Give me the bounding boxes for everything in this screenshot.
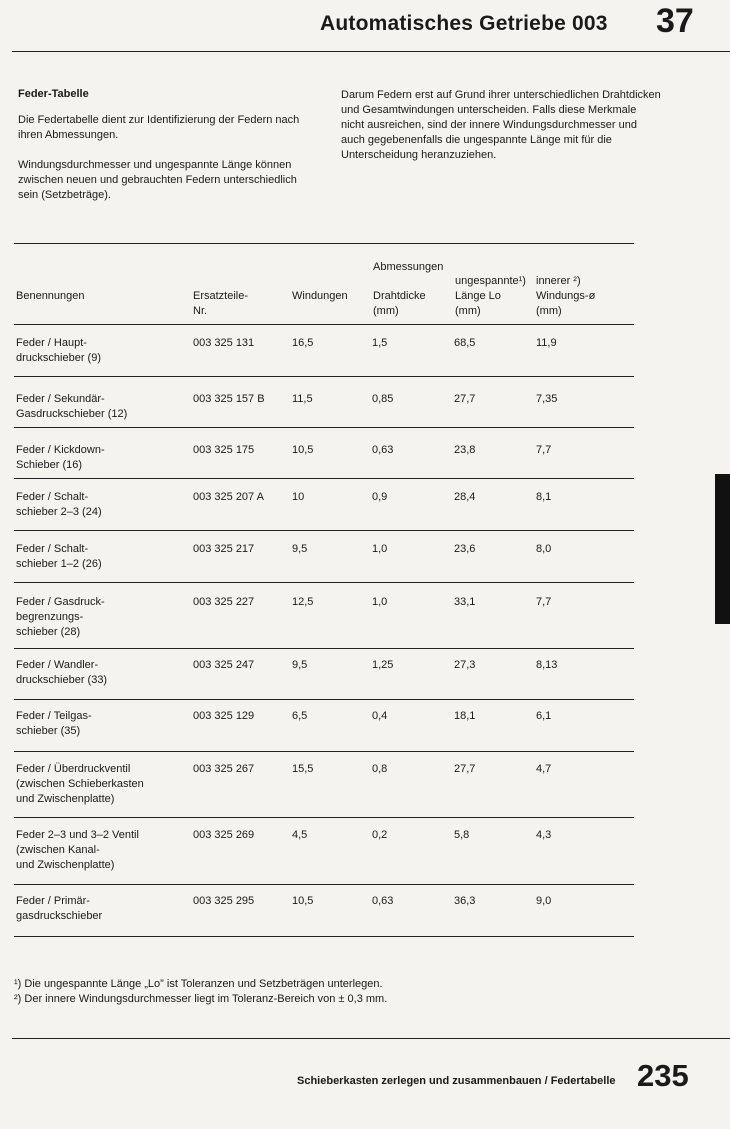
col-header-length-line: Länge Lo [455, 290, 501, 302]
spring-name-line: (zwischen Kanal- [16, 844, 100, 856]
row-rule [14, 817, 634, 818]
free-length-cell: 5,8 [454, 829, 470, 841]
wire-thickness-cell: 0,2 [372, 829, 388, 841]
inner-diameter-cell: 7,35 [536, 393, 558, 405]
inner-diameter-cell: 7,7 [536, 444, 552, 456]
row-rule [14, 936, 634, 937]
spring-name-line: gasdruckschieber [16, 910, 103, 922]
col-header-wire [373, 289, 426, 319]
spring-name-line: Gasdruckschieber (12) [16, 408, 128, 420]
windings-cell: 11,5 [292, 393, 313, 405]
free-length-cell: 36,3 [454, 895, 476, 907]
spring-name-line: schieber 1–2 (26) [16, 558, 102, 570]
windings-cell: 6,5 [292, 710, 308, 722]
spring-name-cell [16, 658, 176, 688]
spring-name-cell [16, 894, 176, 924]
row-rule [14, 530, 634, 531]
col-header-part-line: Ersatzteile- [193, 290, 249, 302]
col-header-wire-line: Drahtdicke [373, 290, 426, 302]
spring-name-cell [16, 709, 176, 739]
row-rule [14, 427, 634, 428]
free-length-cell: 27,3 [454, 659, 476, 671]
spring-name-cell [16, 443, 176, 473]
col-header-length [455, 274, 526, 319]
wire-thickness-cell: 1,25 [372, 659, 394, 671]
table-top-rule [14, 243, 634, 244]
intro-paragraph: Darum Federn erst auf Grund ihrer unterschiedlichen Drahtdicken und Gesamtwindungen unterscheiden. Falls diese Merkmale nicht ausreichen, sind der innere Windungsdurchmesser und auch gegebenenfalls die ungespannte Länge mit für die Unterscheidung heranzuziehen. [341, 89, 661, 161]
thumb-index-tab [715, 474, 730, 624]
col-header-inner-line: (mm) [536, 305, 562, 317]
part-number-cell: 003 325 295 [193, 895, 255, 907]
part-number-cell: 003 325 207 A [193, 491, 264, 503]
spring-name-cell [16, 542, 176, 572]
col-header-inner-line: innerer ²) [536, 275, 581, 287]
col-header-part [193, 289, 248, 319]
footer-caption: Schieberkasten zerlegen und zusammenbauen / Federtabelle [297, 1075, 616, 1087]
header-rule [12, 51, 730, 52]
row-rule [14, 884, 634, 885]
inner-diameter-cell: 7,7 [536, 596, 552, 608]
inner-diameter-cell: 11,9 [536, 337, 557, 349]
spring-name-line: begrenzungs- [16, 611, 84, 623]
inner-diameter-cell: 4,7 [536, 763, 552, 775]
spring-name-line: druckschieber (33) [16, 674, 108, 686]
row-rule [14, 648, 634, 649]
windings-cell: 9,5 [292, 659, 308, 671]
inner-diameter-cell: 4,3 [536, 829, 552, 841]
row-rule [14, 582, 634, 583]
spring-name-line: Feder 2–3 und 3–2 Ventil [16, 829, 139, 841]
spring-name-cell [16, 762, 176, 807]
windings-cell: 10 [292, 491, 305, 503]
row-rule [14, 699, 634, 700]
windings-cell: 9,5 [292, 543, 308, 555]
spring-name-line: Feder / Kickdown- [16, 444, 105, 456]
spring-name-line: druckschieber (9) [16, 352, 101, 364]
wire-thickness-cell: 0,9 [372, 491, 388, 503]
group-header: Abmessungen [373, 261, 444, 273]
col-header-inner [536, 274, 595, 319]
spring-name-line: schieber 2–3 (24) [16, 506, 102, 518]
spring-name-line: Feder / Sekundär- [16, 393, 105, 405]
wire-thickness-cell: 1,0 [372, 543, 388, 555]
windings-cell: 15,5 [292, 763, 314, 775]
free-length-cell: 27,7 [454, 763, 476, 775]
page-title: Automatisches Getriebe 003 [320, 12, 608, 35]
wire-thickness-cell: 0,63 [372, 444, 394, 456]
footnotes [14, 977, 387, 1007]
free-length-cell: 23,8 [454, 444, 476, 456]
windings-cell: 16,5 [292, 337, 314, 349]
col-header-length-line: ungespannte¹) [455, 275, 526, 287]
inner-diameter-cell: 6,1 [536, 710, 552, 722]
wire-thickness-cell: 0,8 [372, 763, 388, 775]
row-rule [14, 478, 634, 479]
wire-thickness-cell: 0,85 [372, 393, 394, 405]
row-rule [14, 376, 634, 377]
free-length-cell: 23,6 [454, 543, 476, 555]
col-header-name: Benennungen [16, 290, 85, 302]
footer-rule [12, 1038, 730, 1039]
free-length-cell: 28,4 [454, 491, 476, 503]
col-header-part-line: Nr. [193, 305, 208, 317]
col-header-wire-line: (mm) [373, 305, 399, 317]
windings-cell: 4,5 [292, 829, 308, 841]
free-length-cell: 27,7 [454, 393, 476, 405]
spring-name-cell [16, 392, 176, 422]
part-number-cell: 003 325 129 [193, 710, 255, 722]
spring-name-line: Feder / Schalt- [16, 543, 89, 555]
section-heading: Feder-Tabelle [18, 88, 89, 100]
inner-diameter-cell: 8,0 [536, 543, 552, 555]
spring-name-line: Feder / Wandler- [16, 659, 99, 671]
part-number-cell: 003 325 227 [193, 596, 255, 608]
spring-name-line: Feder / Haupt- [16, 337, 87, 349]
intro-paragraph: Die Federtabelle dient zur Identifizierung der Federn nach ihren Abmessungen. [18, 114, 300, 141]
part-number-cell: 003 325 269 [193, 829, 255, 841]
inner-diameter-cell: 8,13 [536, 659, 558, 671]
page-number: 235 [637, 1058, 689, 1093]
col-header-length-line: (mm) [455, 305, 481, 317]
part-number-cell: 003 325 247 [193, 659, 255, 671]
header-bottom-rule [14, 324, 634, 325]
wire-thickness-cell: 1,5 [372, 337, 388, 349]
part-number-cell: 003 325 217 [193, 543, 255, 555]
footnote: ²) Der innere Windungsdurchmesser liegt im Toleranz-Bereich von ± 0,3 mm. [14, 993, 388, 1005]
spring-name-line: Feder / Teilgas- [16, 710, 92, 722]
free-length-cell: 68,5 [454, 337, 476, 349]
spring-name-line: Feder / Primär- [16, 895, 90, 907]
intro-paragraph: Windungsdurchmesser und ungespannte Länge können zwischen neuen und gebrauchten Federn unterschiedlich sein (Setzbeträge). [18, 159, 297, 201]
spring-name-line: und Zwischenplatte) [16, 793, 115, 805]
inner-diameter-cell: 8,1 [536, 491, 552, 503]
intro-left-column [18, 87, 318, 218]
spring-name-line: und Zwischenplatte) [16, 859, 115, 871]
spring-name-cell [16, 595, 176, 640]
chapter-number: 37 [656, 2, 694, 40]
part-number-cell: 003 325 157 B [193, 393, 265, 405]
inner-diameter-cell: 9,0 [536, 895, 552, 907]
row-rule [14, 751, 634, 752]
intro-right-column [341, 88, 661, 178]
part-number-cell: 003 325 267 [193, 763, 255, 775]
windings-cell: 10,5 [292, 895, 314, 907]
spring-name-cell [16, 490, 176, 520]
wire-thickness-cell: 0,4 [372, 710, 388, 722]
spring-name-line: Feder / Gasdruck- [16, 596, 105, 608]
spring-name-line: schieber (28) [16, 626, 81, 638]
spring-name-line: Feder / Überdruckventil [16, 763, 131, 775]
wire-thickness-cell: 1,0 [372, 596, 388, 608]
spring-name-cell [16, 336, 176, 366]
footnote: ¹) Die ungespannte Länge „Lo” ist Toleranzen und Setzbeträgen unterlegen. [14, 978, 383, 990]
spring-name-line: Schieber (16) [16, 459, 83, 471]
spring-name-line: Feder / Schalt- [16, 491, 89, 503]
windings-cell: 12,5 [292, 596, 314, 608]
col-header-inner-line: Windungs-ø [536, 290, 596, 302]
free-length-cell: 33,1 [454, 596, 476, 608]
wire-thickness-cell: 0,63 [372, 895, 394, 907]
spring-name-line: schieber (35) [16, 725, 81, 737]
windings-cell: 10,5 [292, 444, 314, 456]
part-number-cell: 003 325 131 [193, 337, 255, 349]
free-length-cell: 18,1 [454, 710, 476, 722]
spring-name-cell [16, 828, 176, 873]
col-header-windings: Windungen [292, 290, 348, 302]
spring-name-line: (zwischen Schieberkasten [16, 778, 144, 790]
part-number-cell: 003 325 175 [193, 444, 255, 456]
